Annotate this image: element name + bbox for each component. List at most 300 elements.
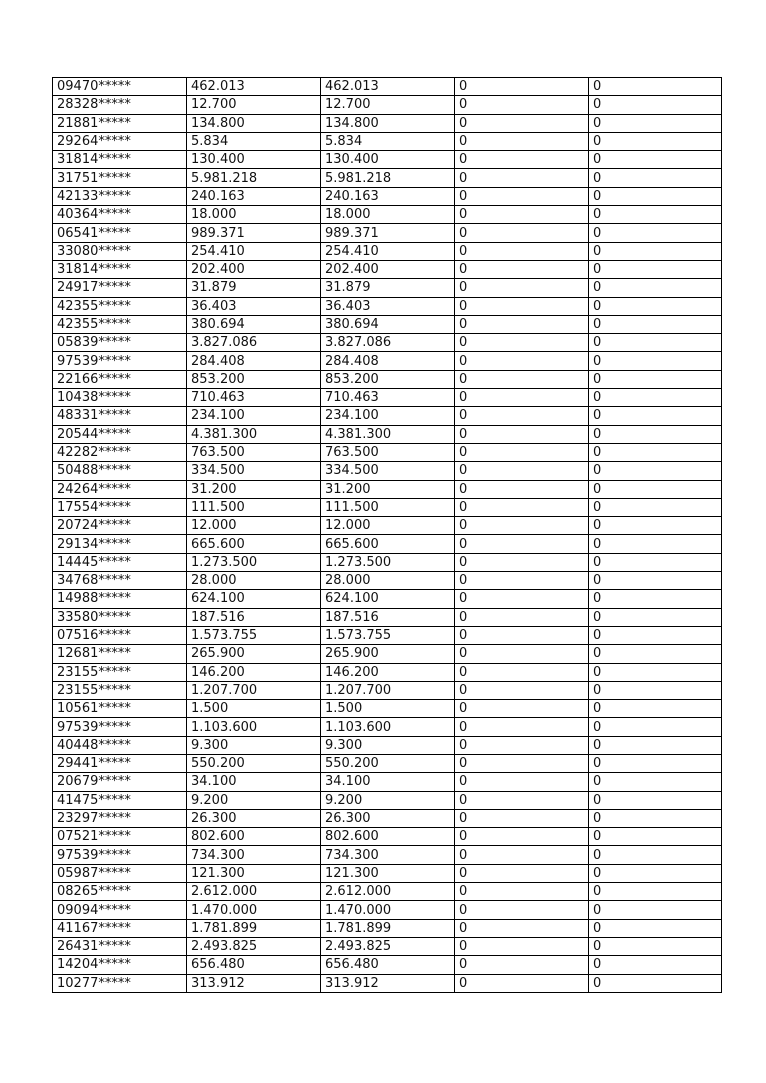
- value-cell-2: 0: [589, 590, 722, 608]
- table-row: [53, 608, 722, 626]
- id-cell: 42282*****: [53, 443, 187, 461]
- amount-cell: 9.300: [187, 736, 321, 754]
- id-cell: 17554*****: [53, 498, 187, 516]
- table-row: [53, 407, 722, 425]
- id-cell: 29264*****: [53, 132, 187, 150]
- amount-cell: 656.480: [187, 956, 321, 974]
- amount-cell: 28.000: [187, 572, 321, 590]
- value-cell-2: 0: [589, 96, 722, 114]
- value-cell-2: 0: [589, 443, 722, 461]
- id-cell: 26431*****: [53, 937, 187, 955]
- amount-cell: 1.500: [187, 700, 321, 718]
- id-cell: 23155*****: [53, 681, 187, 699]
- value-cell-2: 0: [589, 187, 722, 205]
- table-row: [53, 297, 722, 315]
- value-cell-2: 0: [589, 919, 722, 937]
- id-cell: 10438*****: [53, 389, 187, 407]
- id-cell: 33580*****: [53, 608, 187, 626]
- table-row: [53, 572, 722, 590]
- value-cell: 0: [455, 206, 589, 224]
- table-row: [53, 535, 722, 553]
- amount-cell: 665.600: [187, 535, 321, 553]
- amount-cell-2: 4.381.300: [321, 425, 455, 443]
- amount-cell: 31.879: [187, 279, 321, 297]
- value-cell-2: 0: [589, 956, 722, 974]
- id-cell: 41167*****: [53, 919, 187, 937]
- amount-cell: 313.912: [187, 974, 321, 992]
- amount-cell: 284.408: [187, 352, 321, 370]
- value-cell-2: 0: [589, 645, 722, 663]
- value-cell-2: 0: [589, 480, 722, 498]
- value-cell-2: 0: [589, 974, 722, 992]
- amount-cell-2: 989.371: [321, 224, 455, 242]
- value-cell-2: 0: [589, 260, 722, 278]
- amount-cell-2: 334.500: [321, 462, 455, 480]
- amount-cell-2: 146.200: [321, 663, 455, 681]
- amount-cell: 240.163: [187, 187, 321, 205]
- id-cell: 05839*****: [53, 334, 187, 352]
- amount-cell: 36.403: [187, 297, 321, 315]
- table-row: [53, 645, 722, 663]
- amount-cell-2: 31.200: [321, 480, 455, 498]
- value-cell: 0: [455, 370, 589, 388]
- value-cell: 0: [455, 553, 589, 571]
- value-cell: 0: [455, 846, 589, 864]
- id-cell: 29441*****: [53, 754, 187, 772]
- amount-cell-2: 284.408: [321, 352, 455, 370]
- id-cell: 10277*****: [53, 974, 187, 992]
- value-cell-2: 0: [589, 736, 722, 754]
- id-cell: 23297*****: [53, 809, 187, 827]
- value-cell: 0: [455, 791, 589, 809]
- id-cell: 20679*****: [53, 773, 187, 791]
- value-cell: 0: [455, 901, 589, 919]
- id-cell: 42355*****: [53, 315, 187, 333]
- amount-cell: 265.900: [187, 645, 321, 663]
- value-cell-2: 0: [589, 462, 722, 480]
- amount-cell-2: 36.403: [321, 297, 455, 315]
- amount-cell-2: 234.100: [321, 407, 455, 425]
- value-cell-2: 0: [589, 572, 722, 590]
- amount-cell: 5.981.218: [187, 169, 321, 187]
- id-cell: 50488*****: [53, 462, 187, 480]
- value-cell-2: 0: [589, 297, 722, 315]
- amount-cell: 2.612.000: [187, 883, 321, 901]
- amount-cell-2: 187.516: [321, 608, 455, 626]
- table-row: [53, 590, 722, 608]
- value-cell: 0: [455, 407, 589, 425]
- amount-cell: 710.463: [187, 389, 321, 407]
- value-cell-2: 0: [589, 791, 722, 809]
- amount-cell-2: 9.300: [321, 736, 455, 754]
- amount-cell-2: 254.410: [321, 242, 455, 260]
- amount-cell-2: 12.000: [321, 517, 455, 535]
- value-cell: 0: [455, 352, 589, 370]
- value-cell: 0: [455, 315, 589, 333]
- table-row: [53, 187, 722, 205]
- id-cell: 23155*****: [53, 663, 187, 681]
- table-row: [53, 315, 722, 333]
- amount-cell: 802.600: [187, 828, 321, 846]
- value-cell-2: 0: [589, 937, 722, 955]
- value-cell: 0: [455, 187, 589, 205]
- value-cell-2: 0: [589, 754, 722, 772]
- value-cell: 0: [455, 700, 589, 718]
- amount-cell: 989.371: [187, 224, 321, 242]
- value-cell-2: 0: [589, 114, 722, 132]
- table-row: [53, 480, 722, 498]
- id-cell: 06541*****: [53, 224, 187, 242]
- table-row: [53, 809, 722, 827]
- id-cell: 07516*****: [53, 626, 187, 644]
- value-cell: 0: [455, 590, 589, 608]
- value-cell: 0: [455, 864, 589, 882]
- value-cell: 0: [455, 645, 589, 663]
- amount-cell: 121.300: [187, 864, 321, 882]
- value-cell: 0: [455, 297, 589, 315]
- value-cell-2: 0: [589, 498, 722, 516]
- id-cell: 21881*****: [53, 114, 187, 132]
- table-row: [53, 864, 722, 882]
- id-cell: 20724*****: [53, 517, 187, 535]
- table-row: [53, 626, 722, 644]
- value-cell-2: 0: [589, 517, 722, 535]
- id-cell: 42133*****: [53, 187, 187, 205]
- value-cell: 0: [455, 919, 589, 937]
- table-row: [53, 901, 722, 919]
- amount-cell: 202.400: [187, 260, 321, 278]
- value-cell-2: 0: [589, 206, 722, 224]
- id-cell: 14988*****: [53, 590, 187, 608]
- value-cell-2: 0: [589, 169, 722, 187]
- id-cell: 28328*****: [53, 96, 187, 114]
- value-cell-2: 0: [589, 700, 722, 718]
- amount-cell-2: 3.827.086: [321, 334, 455, 352]
- amount-cell-2: 12.700: [321, 96, 455, 114]
- amount-cell: 380.694: [187, 315, 321, 333]
- value-cell: 0: [455, 96, 589, 114]
- amount-cell-2: 550.200: [321, 754, 455, 772]
- value-cell: 0: [455, 78, 589, 96]
- amount-cell-2: 1.781.899: [321, 919, 455, 937]
- id-cell: 09094*****: [53, 901, 187, 919]
- amount-cell: 624.100: [187, 590, 321, 608]
- amount-cell-2: 240.163: [321, 187, 455, 205]
- amount-cell-2: 313.912: [321, 974, 455, 992]
- value-cell-2: 0: [589, 279, 722, 297]
- table-row: [53, 96, 722, 114]
- amount-cell: 1.781.899: [187, 919, 321, 937]
- amount-cell: 4.381.300: [187, 425, 321, 443]
- amount-cell-2: 734.300: [321, 846, 455, 864]
- amount-cell-2: 265.900: [321, 645, 455, 663]
- table-row: [53, 334, 722, 352]
- id-cell: 14204*****: [53, 956, 187, 974]
- table-row: [53, 224, 722, 242]
- value-cell: 0: [455, 517, 589, 535]
- amount-cell-2: 5.834: [321, 132, 455, 150]
- value-cell-2: 0: [589, 315, 722, 333]
- amount-cell: 34.100: [187, 773, 321, 791]
- amount-cell-2: 763.500: [321, 443, 455, 461]
- value-cell-2: 0: [589, 553, 722, 571]
- value-cell: 0: [455, 754, 589, 772]
- value-cell: 0: [455, 480, 589, 498]
- amount-cell-2: 111.500: [321, 498, 455, 516]
- value-cell-2: 0: [589, 828, 722, 846]
- value-cell: 0: [455, 956, 589, 974]
- value-cell: 0: [455, 224, 589, 242]
- value-cell-2: 0: [589, 626, 722, 644]
- amount-cell-2: 31.879: [321, 279, 455, 297]
- value-cell-2: 0: [589, 151, 722, 169]
- id-cell: 34768*****: [53, 572, 187, 590]
- amount-cell-2: 202.400: [321, 260, 455, 278]
- value-cell: 0: [455, 626, 589, 644]
- id-cell: 42355*****: [53, 297, 187, 315]
- table-row: [53, 553, 722, 571]
- table-row: [53, 754, 722, 772]
- value-cell-2: 0: [589, 773, 722, 791]
- value-cell: 0: [455, 279, 589, 297]
- table-row: [53, 389, 722, 407]
- value-cell-2: 0: [589, 535, 722, 553]
- value-cell: 0: [455, 663, 589, 681]
- table-row: [53, 919, 722, 937]
- value-cell-2: 0: [589, 407, 722, 425]
- amount-cell-2: 853.200: [321, 370, 455, 388]
- value-cell: 0: [455, 736, 589, 754]
- table-body: [53, 78, 722, 993]
- value-cell-2: 0: [589, 242, 722, 260]
- value-cell: 0: [455, 883, 589, 901]
- id-cell: 07521*****: [53, 828, 187, 846]
- amount-cell: 18.000: [187, 206, 321, 224]
- amount-cell-2: 1.103.600: [321, 718, 455, 736]
- value-cell-2: 0: [589, 78, 722, 96]
- id-cell: 40448*****: [53, 736, 187, 754]
- amount-cell-2: 802.600: [321, 828, 455, 846]
- value-cell: 0: [455, 572, 589, 590]
- id-cell: 24264*****: [53, 480, 187, 498]
- id-cell: 05987*****: [53, 864, 187, 882]
- id-cell: 48331*****: [53, 407, 187, 425]
- amount-cell-2: 1.273.500: [321, 553, 455, 571]
- id-cell: 12681*****: [53, 645, 187, 663]
- table-row: [53, 370, 722, 388]
- id-cell: 31751*****: [53, 169, 187, 187]
- id-cell: 40364*****: [53, 206, 187, 224]
- amount-cell-2: 380.694: [321, 315, 455, 333]
- amount-cell-2: 1.500: [321, 700, 455, 718]
- id-cell: 24917*****: [53, 279, 187, 297]
- value-cell: 0: [455, 681, 589, 699]
- value-cell: 0: [455, 462, 589, 480]
- value-cell-2: 0: [589, 883, 722, 901]
- table-row: [53, 169, 722, 187]
- id-cell: 31814*****: [53, 151, 187, 169]
- table-row: [53, 828, 722, 846]
- value-cell: 0: [455, 974, 589, 992]
- table-row: [53, 498, 722, 516]
- amount-cell: 763.500: [187, 443, 321, 461]
- value-cell: 0: [455, 535, 589, 553]
- amount-cell-2: 665.600: [321, 535, 455, 553]
- id-cell: 09470*****: [53, 78, 187, 96]
- value-cell: 0: [455, 334, 589, 352]
- value-cell-2: 0: [589, 663, 722, 681]
- amount-cell: 462.013: [187, 78, 321, 96]
- value-cell: 0: [455, 608, 589, 626]
- amount-cell: 3.827.086: [187, 334, 321, 352]
- value-cell-2: 0: [589, 681, 722, 699]
- value-cell: 0: [455, 718, 589, 736]
- amount-cell: 1.470.000: [187, 901, 321, 919]
- table-row: [53, 260, 722, 278]
- amount-cell-2: 121.300: [321, 864, 455, 882]
- amount-cell: 12.700: [187, 96, 321, 114]
- value-cell: 0: [455, 169, 589, 187]
- amount-cell-2: 34.100: [321, 773, 455, 791]
- amount-cell: 734.300: [187, 846, 321, 864]
- value-cell: 0: [455, 809, 589, 827]
- table-row: [53, 773, 722, 791]
- id-cell: 97539*****: [53, 846, 187, 864]
- table-row: [53, 846, 722, 864]
- table-row: [53, 352, 722, 370]
- id-cell: 22166*****: [53, 370, 187, 388]
- amount-cell: 853.200: [187, 370, 321, 388]
- table-row: [53, 151, 722, 169]
- value-cell-2: 0: [589, 846, 722, 864]
- value-cell-2: 0: [589, 718, 722, 736]
- amount-cell: 111.500: [187, 498, 321, 516]
- table-row: [53, 443, 722, 461]
- table-row: [53, 114, 722, 132]
- value-cell-2: 0: [589, 352, 722, 370]
- value-cell-2: 0: [589, 224, 722, 242]
- table-row: [53, 736, 722, 754]
- amount-cell-2: 1.573.755: [321, 626, 455, 644]
- amount-cell-2: 656.480: [321, 956, 455, 974]
- id-cell: 33080*****: [53, 242, 187, 260]
- id-cell: 14445*****: [53, 553, 187, 571]
- amount-cell-2: 28.000: [321, 572, 455, 590]
- table-row: [53, 517, 722, 535]
- value-cell: 0: [455, 443, 589, 461]
- amount-cell-2: 9.200: [321, 791, 455, 809]
- amount-cell-2: 1.470.000: [321, 901, 455, 919]
- amount-cell: 334.500: [187, 462, 321, 480]
- amount-cell: 26.300: [187, 809, 321, 827]
- table-row: [53, 663, 722, 681]
- amount-cell: 2.493.825: [187, 937, 321, 955]
- id-cell: 10561*****: [53, 700, 187, 718]
- amount-cell-2: 624.100: [321, 590, 455, 608]
- amount-cell-2: 1.207.700: [321, 681, 455, 699]
- value-cell-2: 0: [589, 132, 722, 150]
- amount-cell: 9.200: [187, 791, 321, 809]
- value-cell-2: 0: [589, 608, 722, 626]
- table-row: [53, 462, 722, 480]
- value-cell: 0: [455, 937, 589, 955]
- amount-cell: 1.573.755: [187, 626, 321, 644]
- amount-cell-2: 26.300: [321, 809, 455, 827]
- value-cell: 0: [455, 389, 589, 407]
- amount-cell: 12.000: [187, 517, 321, 535]
- id-cell: 29134*****: [53, 535, 187, 553]
- id-cell: 97539*****: [53, 718, 187, 736]
- amount-cell-2: 2.612.000: [321, 883, 455, 901]
- table-row: [53, 791, 722, 809]
- value-cell: 0: [455, 132, 589, 150]
- value-cell-2: 0: [589, 370, 722, 388]
- id-cell: 41475*****: [53, 791, 187, 809]
- value-cell-2: 0: [589, 334, 722, 352]
- value-cell: 0: [455, 425, 589, 443]
- value-cell: 0: [455, 151, 589, 169]
- id-cell: 08265*****: [53, 883, 187, 901]
- id-cell: 20544*****: [53, 425, 187, 443]
- table-row: [53, 132, 722, 150]
- amount-cell: 234.100: [187, 407, 321, 425]
- table-row: [53, 956, 722, 974]
- id-cell: 31814*****: [53, 260, 187, 278]
- value-cell-2: 0: [589, 809, 722, 827]
- value-cell: 0: [455, 828, 589, 846]
- amount-cell: 1.103.600: [187, 718, 321, 736]
- table-row: [53, 883, 722, 901]
- amount-cell: 146.200: [187, 663, 321, 681]
- value-cell: 0: [455, 260, 589, 278]
- amount-cell-2: 2.493.825: [321, 937, 455, 955]
- amount-cell-2: 134.800: [321, 114, 455, 132]
- value-cell-2: 0: [589, 425, 722, 443]
- amount-cell: 254.410: [187, 242, 321, 260]
- amount-cell-2: 462.013: [321, 78, 455, 96]
- value-cell-2: 0: [589, 901, 722, 919]
- value-cell-2: 0: [589, 389, 722, 407]
- table-row: [53, 974, 722, 992]
- table-row: [53, 700, 722, 718]
- value-cell: 0: [455, 242, 589, 260]
- data-table: [52, 77, 722, 993]
- id-cell: 97539*****: [53, 352, 187, 370]
- amount-cell-2: 18.000: [321, 206, 455, 224]
- amount-cell-2: 710.463: [321, 389, 455, 407]
- table-row: [53, 279, 722, 297]
- value-cell: 0: [455, 498, 589, 516]
- amount-cell: 1.273.500: [187, 553, 321, 571]
- amount-cell: 130.400: [187, 151, 321, 169]
- table-row: [53, 718, 722, 736]
- table-row: [53, 78, 722, 96]
- amount-cell: 31.200: [187, 480, 321, 498]
- amount-cell: 550.200: [187, 754, 321, 772]
- table-row: [53, 937, 722, 955]
- amount-cell: 134.800: [187, 114, 321, 132]
- amount-cell-2: 5.981.218: [321, 169, 455, 187]
- value-cell-2: 0: [589, 864, 722, 882]
- amount-cell: 5.834: [187, 132, 321, 150]
- amount-cell: 1.207.700: [187, 681, 321, 699]
- table-row: [53, 425, 722, 443]
- table-row: [53, 206, 722, 224]
- table-row: [53, 681, 722, 699]
- table-row: [53, 242, 722, 260]
- amount-cell-2: 130.400: [321, 151, 455, 169]
- value-cell: 0: [455, 773, 589, 791]
